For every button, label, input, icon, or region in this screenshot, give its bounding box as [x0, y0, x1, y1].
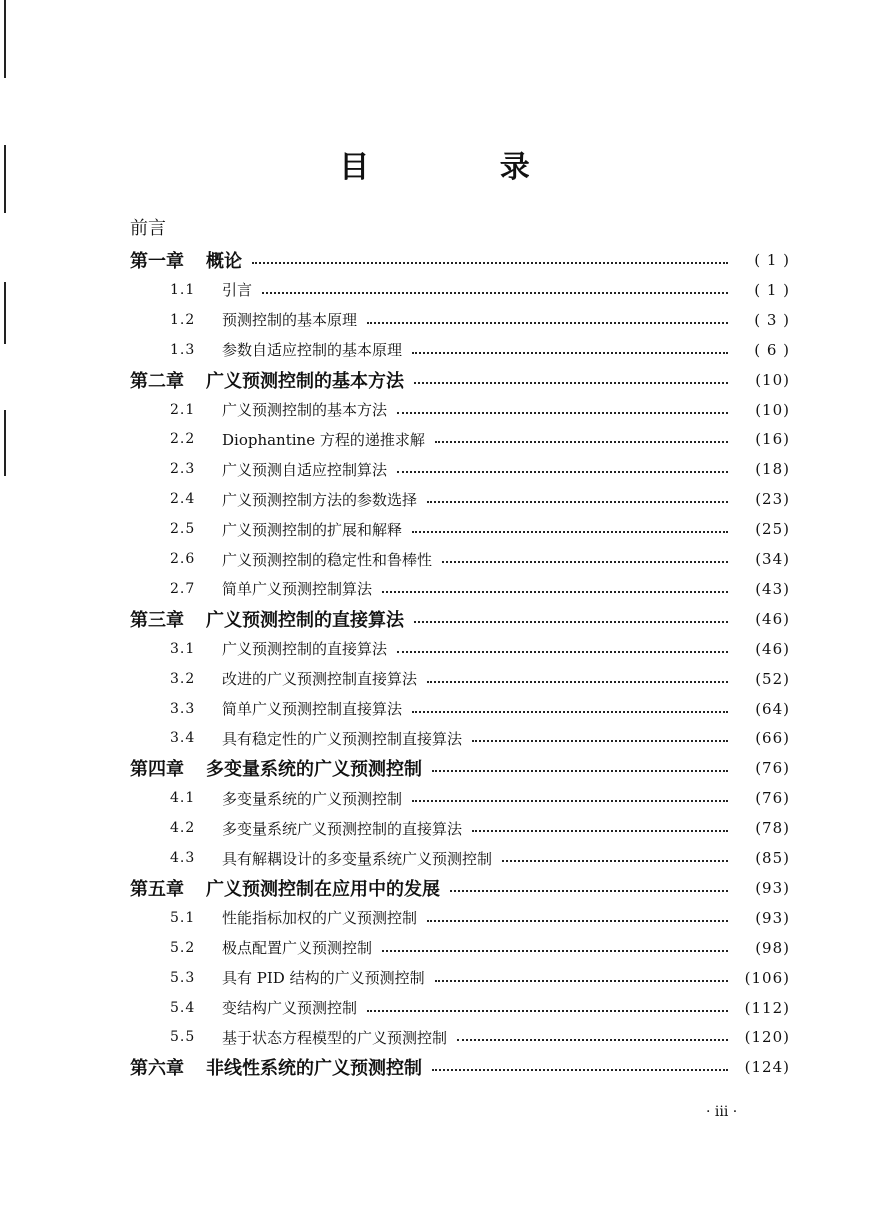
section-number: 4.1	[170, 790, 196, 807]
section-number: 3.1	[170, 640, 196, 657]
dot-leader	[414, 621, 728, 623]
toc-chapter-entry[interactable]	[0, 604, 869, 634]
page-number: (78)	[755, 819, 790, 838]
toc-section-entry[interactable]	[0, 395, 869, 425]
toc-section-entry[interactable]	[0, 574, 869, 604]
page-number: ( 3 )	[754, 310, 790, 329]
dot-leader	[382, 591, 728, 593]
toc-section-entry[interactable]	[0, 903, 869, 933]
section-number: 2.1	[170, 401, 196, 418]
toc-section-entry[interactable]	[0, 1022, 869, 1052]
section-number: 2.3	[170, 461, 196, 478]
toc-section-entry[interactable]	[0, 813, 869, 843]
dot-leader	[442, 561, 728, 563]
chapter-number: 第六章	[130, 1058, 184, 1080]
dot-leader	[432, 1069, 728, 1071]
page-number: (66)	[755, 729, 790, 748]
section-title: 预测控制的基本原理	[222, 311, 358, 330]
dot-leader	[262, 292, 728, 294]
chapter-title: 概论	[206, 251, 242, 272]
page-number: (85)	[755, 849, 790, 867]
page-number: (16)	[755, 430, 790, 449]
dot-leader	[502, 860, 728, 862]
page-number: (25)	[755, 520, 790, 539]
chapter-title: 广义预测控制的基本方法	[206, 370, 404, 392]
dot-leader	[412, 531, 728, 533]
dot-leader	[412, 352, 728, 354]
dot-leader	[414, 382, 728, 384]
dot-leader	[412, 711, 728, 713]
section-title: 极点配置广义预测控制	[222, 939, 373, 958]
section-title: 具有解耦设计的多变量系统广义预测控制	[222, 849, 493, 868]
toc-chapter-entry[interactable]	[0, 1052, 869, 1082]
page-number: (124)	[744, 1058, 790, 1077]
toc-section-entry[interactable]	[0, 723, 869, 753]
section-number: 5.3	[170, 969, 196, 986]
dot-leader	[397, 471, 728, 473]
toc-section-entry[interactable]	[0, 544, 869, 574]
page-number: (10)	[755, 370, 790, 389]
dot-leader	[367, 1010, 728, 1012]
section-title: 广义预测控制的直接算法	[222, 640, 388, 659]
section-number: 2.2	[170, 431, 196, 448]
section-title: 参数自适应控制的基本原理	[222, 341, 403, 360]
chapter-title: 非线性系统的广义预测控制	[206, 1058, 422, 1080]
dot-leader	[397, 412, 728, 414]
section-title: 广义预测控制的基本方法	[222, 401, 388, 419]
page-number: (18)	[755, 460, 790, 479]
section-title: 基于状态方程模型的广义预测控制	[222, 1028, 448, 1047]
chapter-number: 第二章	[130, 370, 184, 392]
page-number-footer: · iii ·	[706, 1104, 738, 1120]
preface-entry[interactable]: 前言	[130, 218, 166, 239]
section-title: 简单广义预测控制直接算法	[222, 700, 403, 718]
page-number: (120)	[744, 1028, 790, 1047]
page-number: ( 6 )	[754, 340, 790, 359]
page-number: (23)	[755, 490, 790, 509]
section-number: 4.3	[170, 850, 196, 866]
section-number: 1.3	[170, 341, 196, 358]
section-title: 改进的广义预测控制直接算法	[222, 670, 418, 689]
page-number: (64)	[755, 699, 790, 718]
section-number: 3.3	[170, 700, 196, 717]
section-title: 广义预测控制的稳定性和鲁棒性	[222, 550, 433, 569]
page-number: (106)	[744, 968, 790, 987]
toc-section-entry[interactable]	[0, 933, 869, 963]
chapter-title: 广义预测控制在应用中的发展	[206, 878, 440, 900]
toc-section-entry[interactable]	[0, 424, 869, 454]
toc-chapter-entry[interactable]	[0, 873, 869, 903]
page-number: (10)	[755, 400, 790, 419]
chapter-number: 第三章	[130, 609, 184, 631]
page-number: (46)	[755, 639, 790, 658]
toc-chapter-entry[interactable]	[0, 753, 869, 783]
page-number: (112)	[744, 998, 790, 1017]
section-number: 3.4	[170, 730, 196, 747]
dot-leader	[432, 770, 728, 772]
page-number: ( 1 )	[754, 251, 790, 269]
section-number: 2.6	[170, 551, 196, 567]
toc-section-entry[interactable]	[0, 783, 869, 813]
page-number: (93)	[755, 878, 790, 897]
toc-section-entry[interactable]	[0, 514, 869, 544]
dot-leader	[397, 651, 728, 653]
dot-leader	[435, 980, 728, 982]
dot-leader	[472, 830, 728, 832]
section-number: 1.2	[170, 311, 196, 328]
toc-section-entry[interactable]	[0, 275, 869, 305]
toc-section-entry[interactable]	[0, 694, 869, 724]
section-number: 1.1	[170, 281, 196, 298]
section-title: 引言	[222, 281, 253, 300]
section-number: 5.1	[170, 909, 196, 926]
toc-section-entry[interactable]	[0, 454, 869, 484]
dot-leader	[382, 950, 728, 952]
toc-section-entry[interactable]	[0, 843, 869, 873]
section-title: 广义预测控制方法的参数选择	[222, 490, 418, 509]
section-title: 广义预测控制的扩展和解释	[222, 520, 403, 539]
dot-leader	[435, 441, 728, 443]
page-title: 目 录	[339, 150, 590, 185]
toc-chapter-entry[interactable]	[0, 365, 869, 395]
chapter-number: 第五章	[130, 878, 184, 900]
section-title: 性能指标加权的广义预测控制	[222, 909, 418, 928]
page-number: ( 1 )	[754, 280, 790, 299]
dot-leader	[427, 681, 728, 683]
dot-leader	[412, 800, 728, 802]
section-title: 变结构广义预测控制	[222, 999, 358, 1017]
dot-leader	[472, 740, 728, 742]
chapter-title: 广义预测控制的直接算法	[206, 609, 404, 631]
page-number: (93)	[755, 908, 790, 927]
section-title: 多变量系统的广义预测控制	[222, 789, 403, 808]
toc-section-entry[interactable]	[0, 305, 869, 335]
section-number: 4.2	[170, 820, 196, 837]
page-number: (76)	[755, 789, 790, 808]
toc-section-entry[interactable]	[0, 484, 869, 514]
page-number: (46)	[755, 609, 790, 628]
chapter-title: 多变量系统的广义预测控制	[206, 759, 422, 781]
section-number: 2.4	[170, 491, 196, 508]
page-number: (43)	[755, 579, 790, 598]
chapter-number: 第四章	[130, 759, 184, 781]
dot-leader	[450, 890, 728, 892]
section-title: 广义预测自适应控制算法	[222, 460, 388, 479]
dot-leader	[457, 1039, 728, 1041]
toc-section-entry[interactable]	[0, 963, 869, 993]
dot-leader	[427, 501, 728, 503]
page-number: (52)	[755, 669, 790, 688]
section-title: 多变量系统广义预测控制的直接算法	[222, 819, 463, 838]
section-title: Diophantine 方程的递推求解	[222, 430, 425, 449]
section-number: 5.2	[170, 939, 196, 956]
section-number: 3.2	[170, 670, 196, 687]
page-number: (98)	[755, 938, 790, 957]
section-number: 2.7	[170, 580, 196, 597]
dot-leader	[367, 322, 728, 324]
toc-section-entry[interactable]	[0, 634, 869, 664]
toc-section-entry[interactable]	[0, 993, 869, 1023]
scan-edge-mark	[4, 0, 6, 78]
dot-leader	[252, 262, 728, 264]
dot-leader	[427, 920, 728, 922]
page-number: (76)	[755, 759, 790, 778]
toc-section-entry[interactable]	[0, 335, 869, 365]
toc-section-entry[interactable]	[0, 664, 869, 694]
section-number: 5.5	[170, 1029, 196, 1046]
toc-chapter-entry[interactable]	[0, 245, 869, 275]
section-number: 5.4	[170, 999, 196, 1016]
chapter-number: 第一章	[130, 251, 184, 272]
section-title: 简单广义预测控制算法	[222, 580, 373, 599]
section-title: 具有稳定性的广义预测控制直接算法	[222, 729, 463, 748]
section-title: 具有 PID 结构的广义预测控制	[222, 969, 425, 988]
page-number: (34)	[755, 550, 790, 568]
section-number: 2.5	[170, 521, 196, 538]
